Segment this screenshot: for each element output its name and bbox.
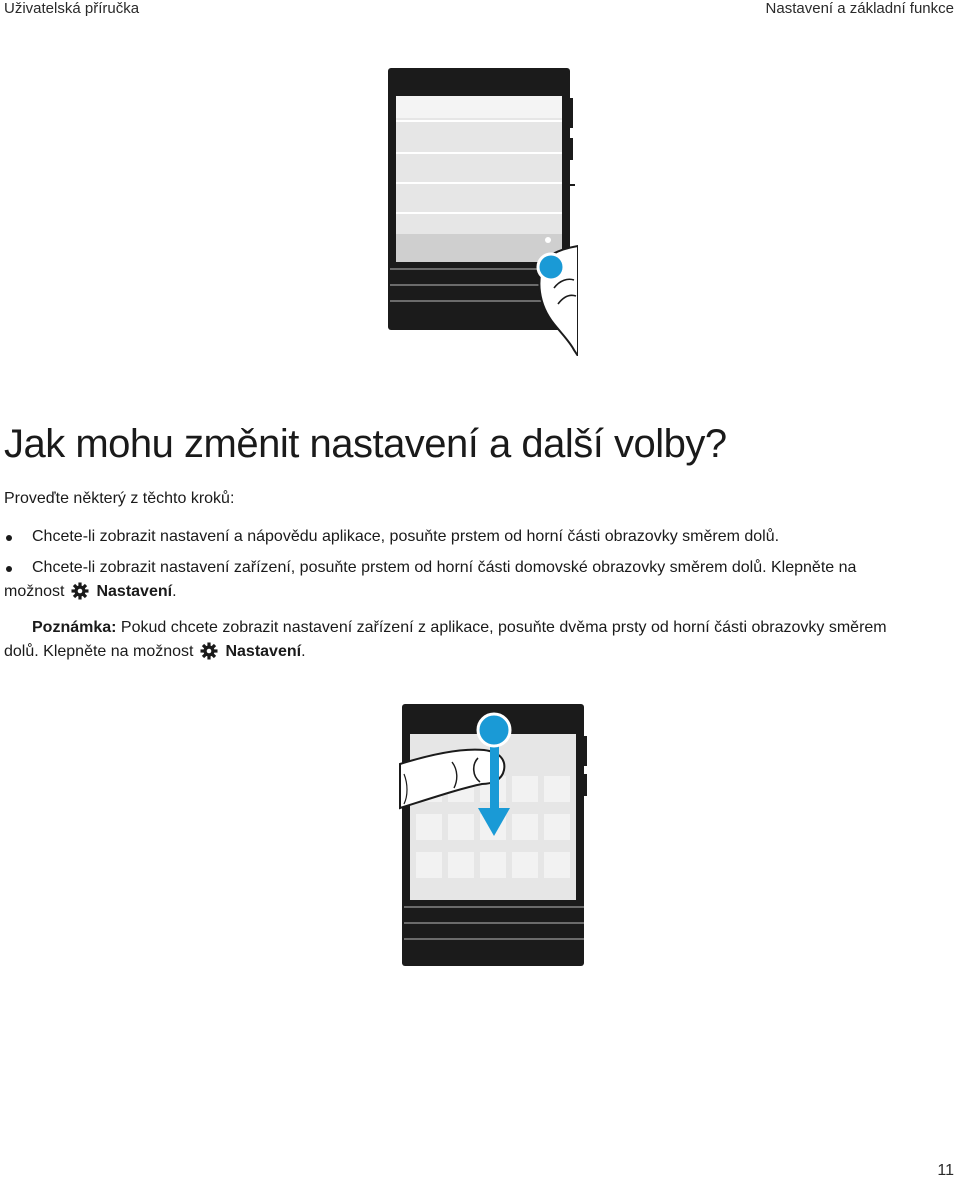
list-item [0, 556, 955, 604]
bullet-dot [6, 535, 12, 541]
note-text-continued [4, 640, 957, 664]
note-paragraph [4, 616, 957, 664]
intro-text: Proveďte některý z těchto kroků: [4, 490, 235, 507]
bullet-dot [6, 566, 12, 572]
step-text-app: Chcete-li zobrazit nastavení a nápovědu aplikace, posuňte prstem od horní části obrazovky směrem dolů. [32, 528, 780, 545]
steps-list [0, 525, 955, 611]
device-illustration-bottom [392, 700, 592, 970]
step-text-device-continued [4, 580, 955, 604]
settings-link-label: Nastavení [225, 643, 302, 660]
device-illustration-top [386, 66, 578, 356]
illustration-home-swipe [392, 700, 592, 970]
note-cont-prefix: dolů. Klepněte na možnost [4, 643, 194, 660]
page-number: 11 [937, 1162, 954, 1179]
running-header-right: Nastavení a základní funkce [765, 0, 954, 17]
list-item [0, 525, 955, 549]
note-text: Pokud chcete zobrazit nastavení zařízení z aplikace, posuňte dvěma prsty od horní části obrazovky směrem [120, 619, 887, 636]
step-cont-prefix: možnost [4, 583, 65, 600]
step-text-device: Chcete-li zobrazit nastavení zařízení, posuňte prstem od horní části domovské obrazovky směrem dolů. Klepněte na [32, 559, 857, 576]
gear-icon [199, 641, 219, 661]
gear-icon [70, 581, 90, 601]
illustration-app-swipe [386, 66, 578, 356]
page-heading: Jak mohu změnit nastavení a další volby? [4, 422, 727, 466]
step-cont-suffix: . [172, 583, 177, 600]
note-label: Poznámka: [32, 619, 117, 636]
running-header-left: Uživatelská příručka [4, 0, 140, 17]
settings-link-label: Nastavení [96, 583, 173, 600]
note-cont-suffix: . [301, 643, 306, 660]
